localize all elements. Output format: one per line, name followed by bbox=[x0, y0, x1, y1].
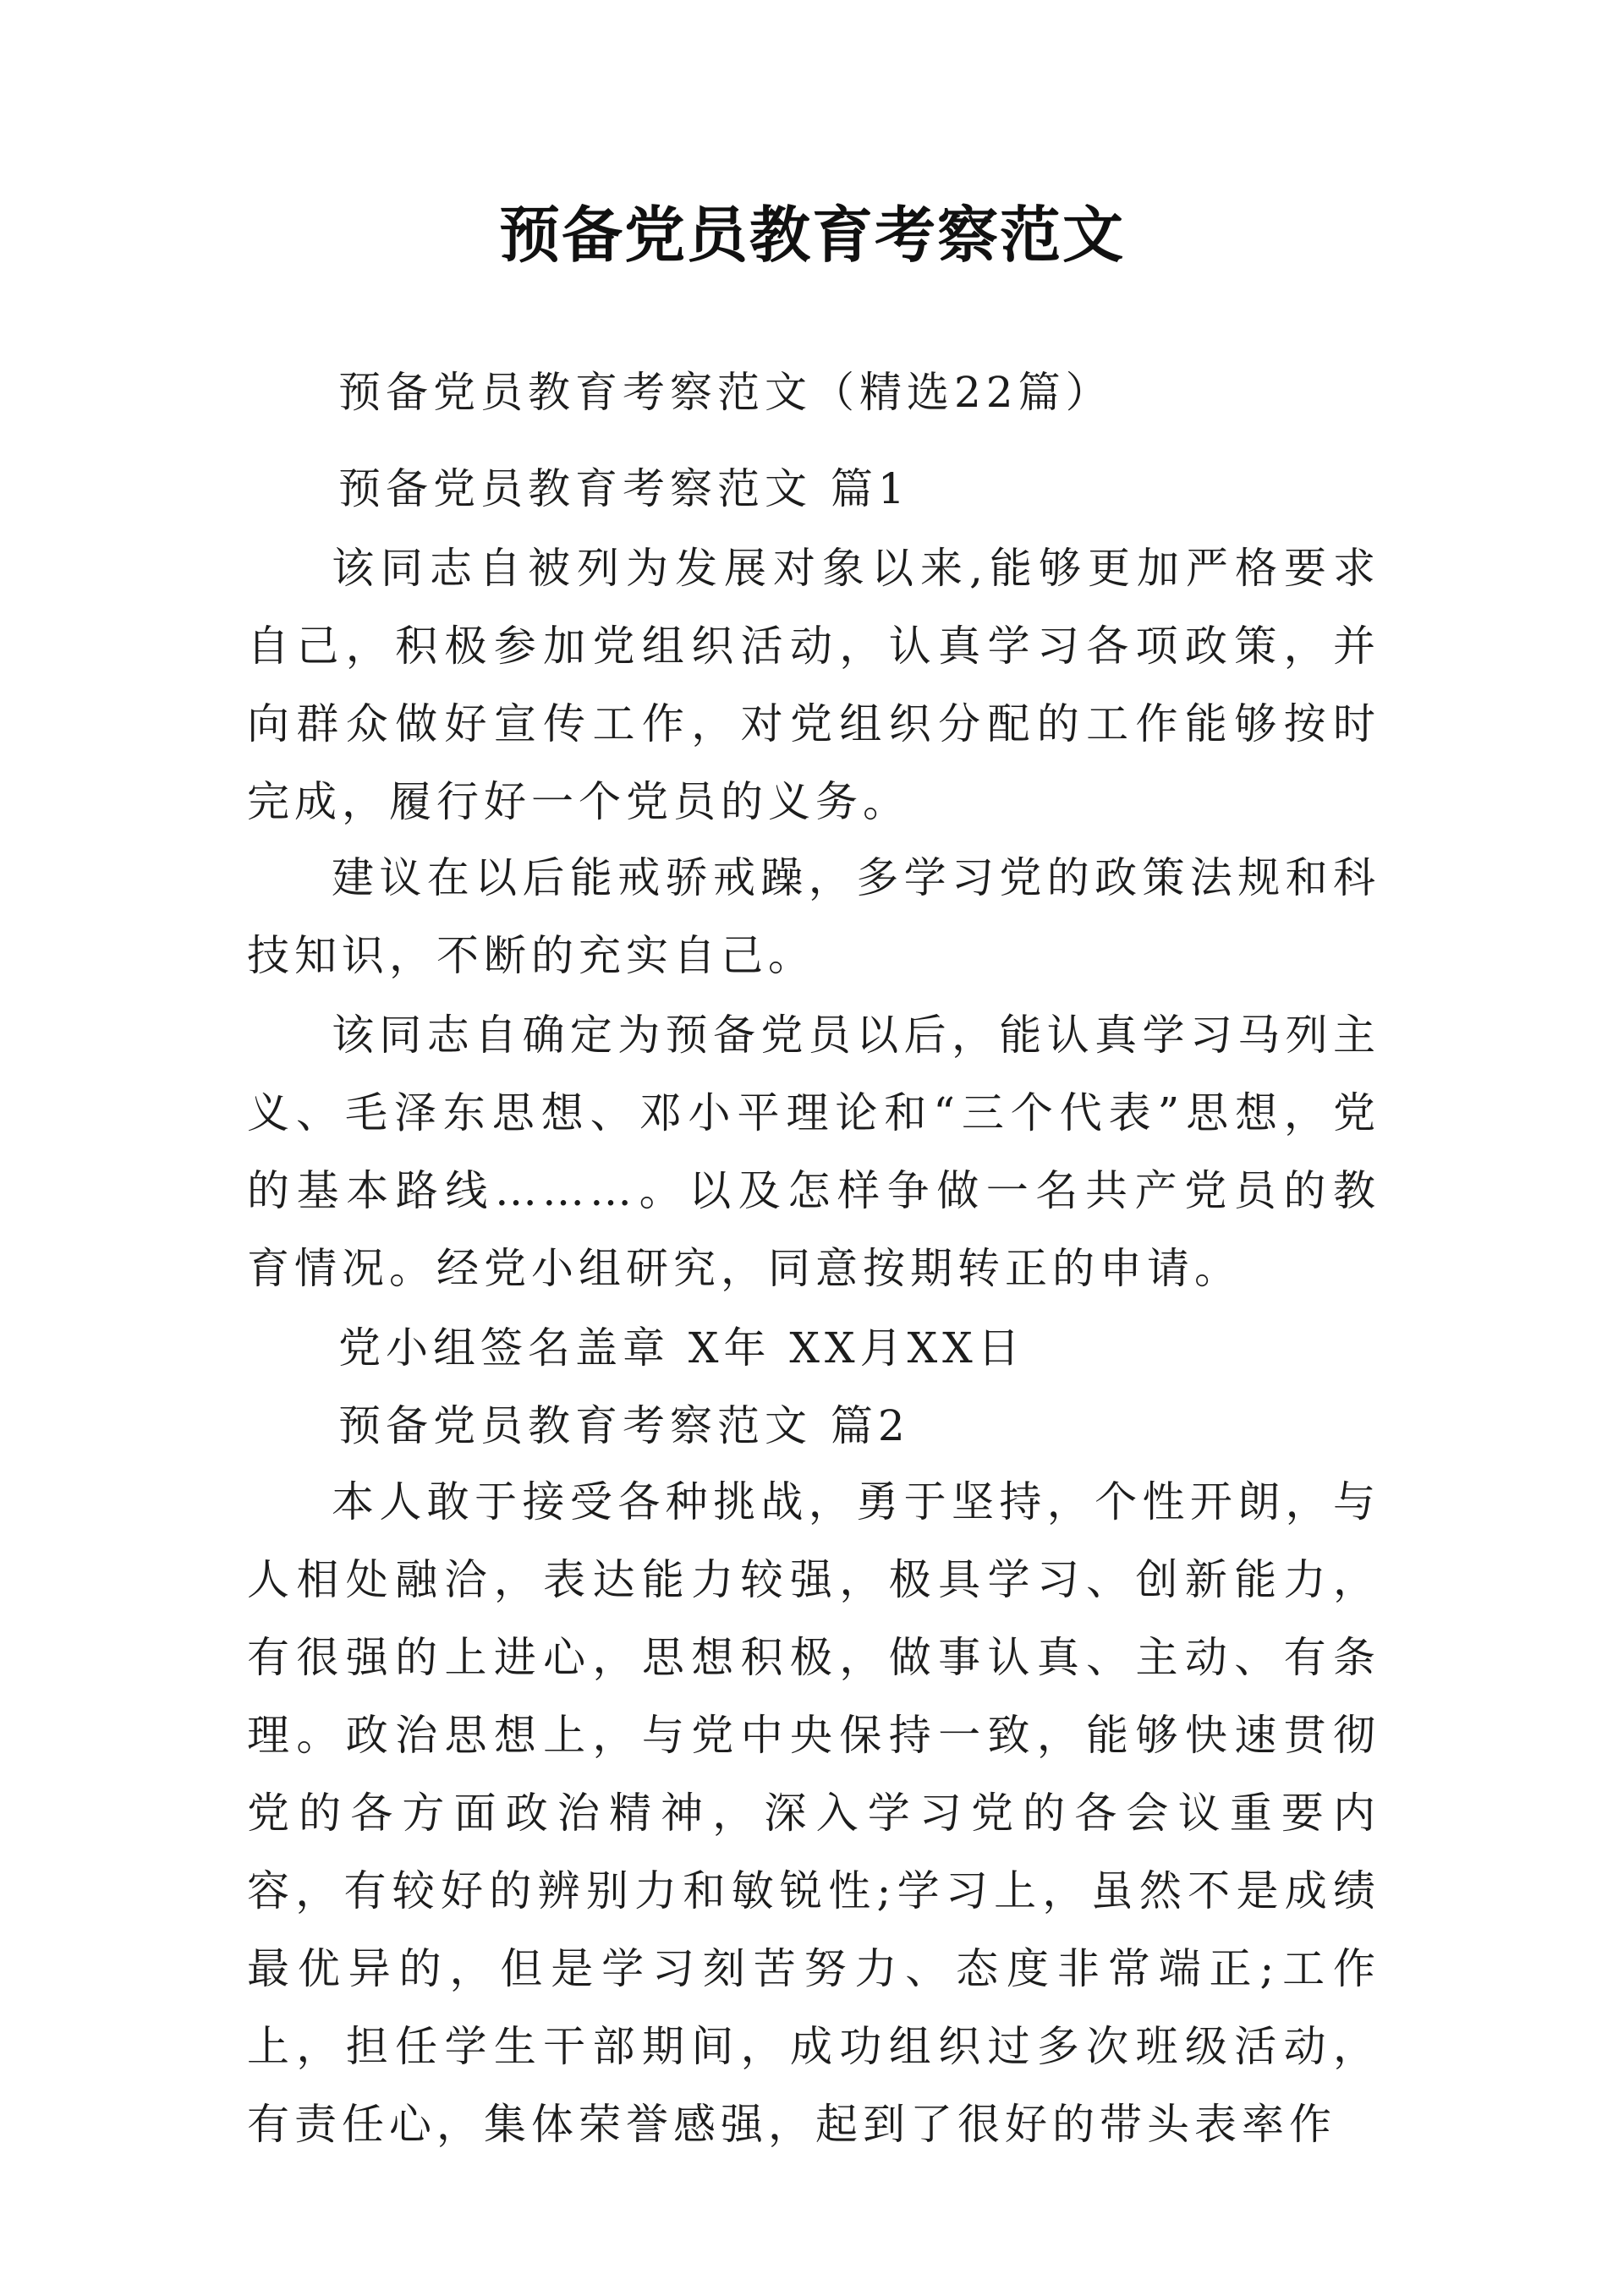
paragraph-2 bbox=[247, 839, 1380, 995]
paragraph-subtitle bbox=[247, 353, 1113, 431]
paragraph-3 bbox=[247, 996, 1380, 1307]
document-title: 预备党员教育考察范文 bbox=[498, 199, 1125, 271]
subtitle-text: 预备党员教育考察范文（精选22篇） bbox=[338, 368, 1113, 417]
signature-line-text: 党小组签名盖章 X年 XX月XX日 bbox=[338, 1323, 1025, 1373]
paragraph-4 bbox=[247, 1463, 1380, 2163]
paragraph-3-text: 该同志自确定为预备党员以后，能认真学习马列主义、毛泽东思想、邓小平理论和“三个代表”思想，党的基本路线………。以及怎样争做一名共产党员的教育情况。经党小组研究，同意按期转正的申请。 bbox=[247, 1011, 1380, 1293]
section-heading-1-text: 预备党员教育考察范文 篇1 bbox=[338, 464, 910, 513]
section-heading-1 bbox=[247, 450, 910, 528]
section-heading-2 bbox=[247, 1387, 910, 1465]
paragraph-2-text: 建议在以后能戒骄戒躁，多学习党的政策法规和科技知识，不断的充实自己。 bbox=[247, 853, 1380, 980]
paragraph-1-text: 该同志自被列为发展对象以来,能够更加严格要求自己，积极参加党组织活动，认真学习各项政策，并向群众做好宣传工作，对党组织分配的工作能够按时完成，履行好一个党员的义务。 bbox=[247, 544, 1380, 826]
paragraph-1 bbox=[247, 529, 1380, 841]
paragraph-4-text: 本人敢于接受各种挑战，勇于坚持，个性开朗，与人相处融洽，表达能力较强，极具学习、创新能力，有很强的上进心，思想积极，做事认真、主动、有条理。政治思想上，与党中央保持一致，能够快速贯彻党的各方面政治精神，深入学习党的各会议重要内容，有较好的辨别力和敏锐性;学习上，虽然不是成绩最优异的，但是学习刻苦努力、态度非常端正;工作上，担任学生干部期间，成功组织过多次班级活动，有责任心，集体荣誉感强，起到了很好的带头表率作 bbox=[247, 1477, 1380, 2149]
section-heading-2-text: 预备党员教育考察范文 篇2 bbox=[338, 1401, 910, 1450]
signature-line bbox=[247, 1309, 1025, 1387]
